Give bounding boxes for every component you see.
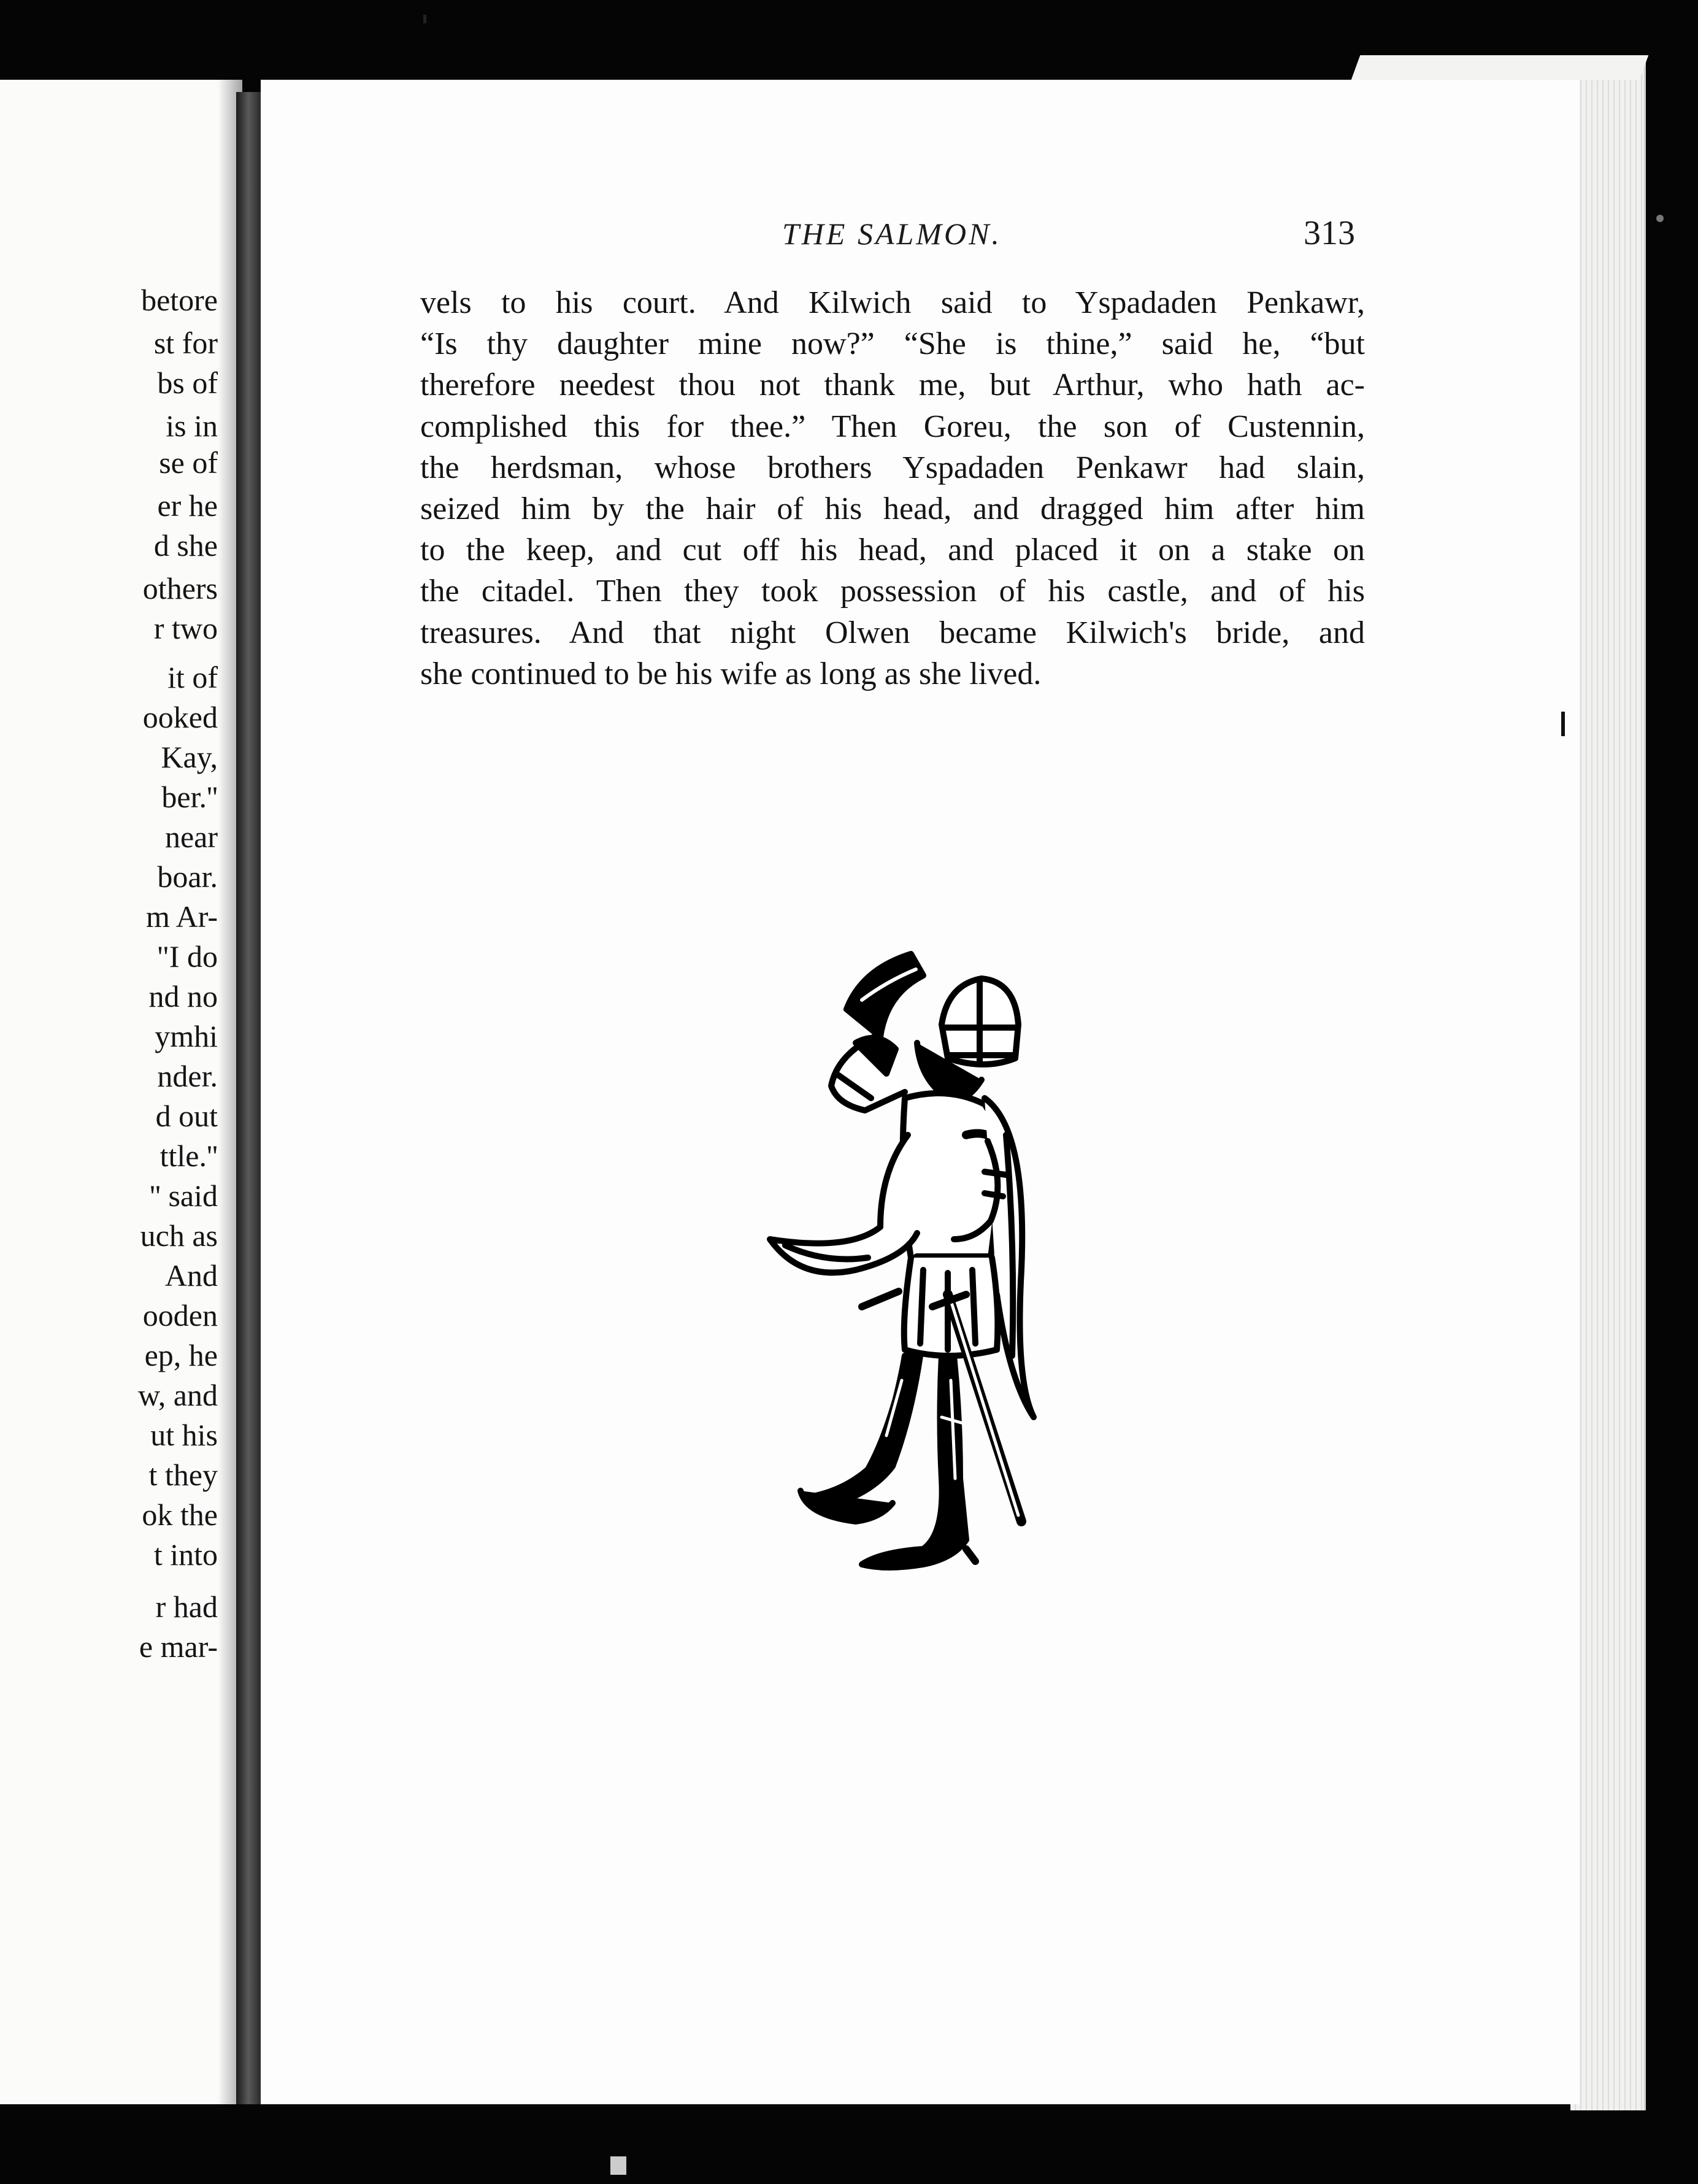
body-text bbox=[420, 282, 1365, 694]
left-page-line: near bbox=[164, 820, 218, 854]
left-page-line: e mar- bbox=[139, 1629, 218, 1664]
left-page-line: others bbox=[142, 571, 218, 606]
left-page bbox=[0, 80, 242, 2104]
page-edges bbox=[1570, 61, 1646, 2110]
left-page-line: uch as bbox=[140, 1218, 218, 1253]
left-page-line: nder. bbox=[157, 1059, 218, 1093]
left-page-line: r had bbox=[155, 1590, 218, 1624]
scan-speck bbox=[610, 2156, 626, 2175]
left-page-line: betore bbox=[141, 283, 218, 317]
body-line: the herdsman, whose brothers Yspadaden Penkawr had slain, bbox=[420, 450, 1365, 485]
left-page-line: it of bbox=[167, 660, 218, 694]
body-line: “Is thy daughter mine now?” “She is thine,” said he, “but bbox=[420, 326, 1365, 362]
body-line: therefore needest thou not thank me, but Arthur, who hath ac- bbox=[420, 367, 1365, 403]
left-page-line: d out bbox=[155, 1099, 218, 1133]
left-page-line: r two bbox=[153, 611, 218, 645]
running-title: THE SALMON. bbox=[782, 217, 1002, 251]
left-page-line: t they bbox=[148, 1458, 218, 1492]
left-page-line: t into bbox=[153, 1537, 218, 1572]
book-spine bbox=[236, 92, 261, 2104]
body-line: vels to his court. And Kilwich said to Yspadaden Penkawr, bbox=[420, 285, 1365, 320]
left-page-line: w, and bbox=[137, 1378, 218, 1412]
left-page-line: m Ar- bbox=[145, 899, 218, 934]
body-line: the citadel. Then they took possession of his castle, and of his bbox=[420, 574, 1365, 609]
scan-speck bbox=[1656, 215, 1664, 222]
right-page bbox=[261, 80, 1580, 2104]
left-page-line: ttle.'' bbox=[159, 1139, 218, 1173]
page-number: 313 bbox=[1304, 214, 1355, 252]
left-page-line: st for bbox=[153, 326, 218, 360]
left-page-line: ok the bbox=[142, 1498, 218, 1532]
left-page-line: nd no bbox=[148, 979, 218, 1013]
left-page-line: d she bbox=[153, 528, 218, 563]
page-stack-top bbox=[1351, 55, 1649, 80]
left-page-line: "I do bbox=[156, 939, 218, 974]
left-page-line: se of bbox=[159, 445, 218, 480]
left-page-line: ooden bbox=[142, 1298, 218, 1332]
knight-icon bbox=[764, 951, 1095, 1687]
body-line: to the keep, and cut off his head, and placed it on a stake on bbox=[420, 533, 1365, 568]
left-page-line: is in bbox=[166, 409, 218, 443]
scan-speck bbox=[1561, 712, 1565, 736]
scan-speck bbox=[423, 15, 426, 23]
left-page-line: ep, he bbox=[144, 1338, 218, 1372]
left-page-line: er he bbox=[157, 488, 218, 523]
left-page-line: bs of bbox=[157, 366, 218, 400]
body-line: treasures. And that night Olwen became Kilwich's bride, and bbox=[420, 615, 1365, 650]
page-header bbox=[261, 216, 1580, 265]
knight-blowing-horn-illustration bbox=[764, 951, 1095, 1687]
body-line: seized him by the hair of his head, and dragged him after him bbox=[420, 491, 1365, 526]
left-page-line: Kay, bbox=[161, 740, 218, 774]
left-page-line: ut his bbox=[150, 1418, 218, 1452]
body-line: she continued to be his wife as long as she lived. bbox=[420, 656, 1042, 691]
left-page-line: And bbox=[164, 1258, 218, 1293]
body-line: complished this for thee.” Then Goreu, the son of Custennin, bbox=[420, 409, 1365, 444]
left-page-line: ymhi bbox=[155, 1019, 218, 1053]
left-page-line: ooked bbox=[142, 700, 218, 734]
left-page-line: boar. bbox=[157, 859, 218, 894]
left-page-line: '' said bbox=[149, 1179, 218, 1213]
left-page-line: ber.'' bbox=[161, 780, 218, 814]
